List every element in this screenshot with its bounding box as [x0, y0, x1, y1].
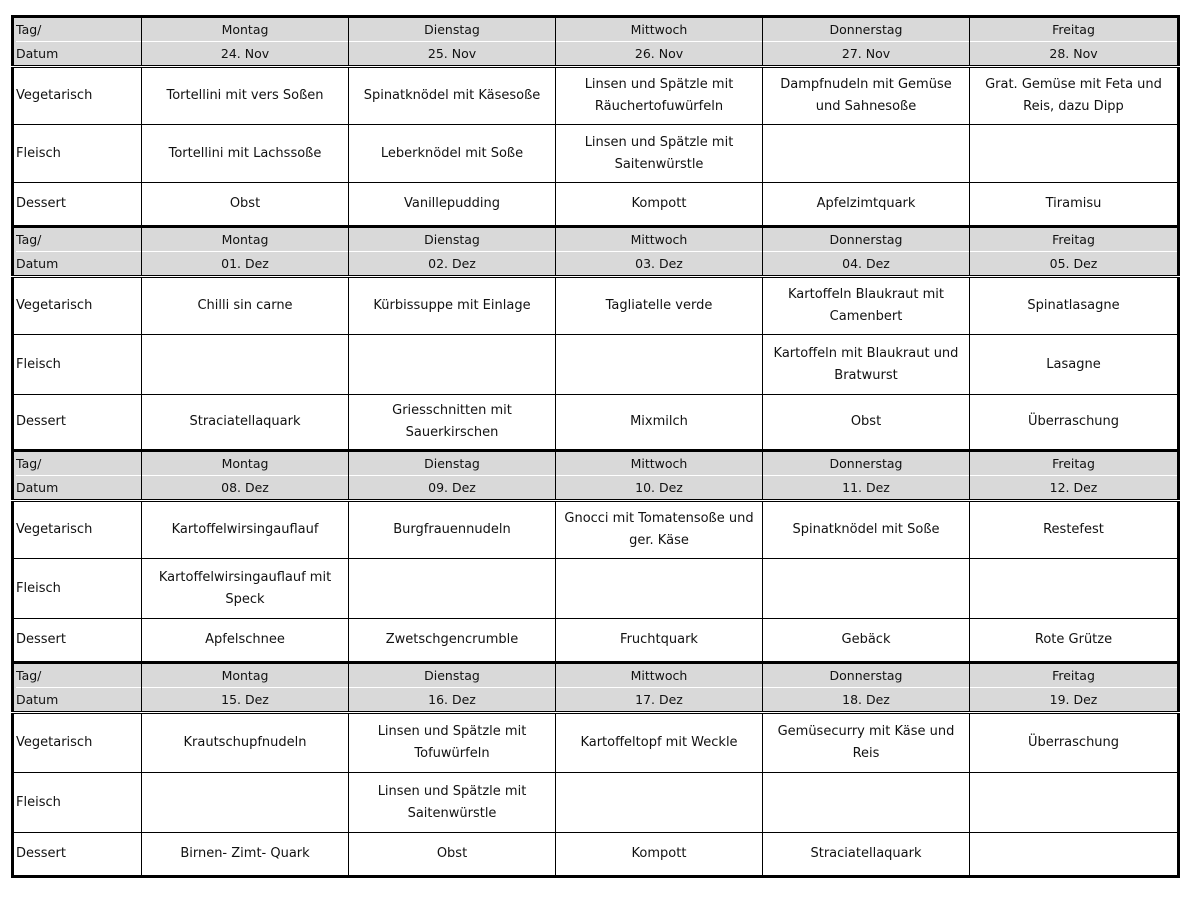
- meal-cell: Griesschnitten mit Sauerkirschen: [349, 395, 556, 451]
- row-label-meat: Fleisch: [13, 559, 142, 619]
- meal-row-veg: [13, 501, 1179, 559]
- meal-cell: [763, 773, 970, 833]
- row-label-veg: Vegetarisch: [13, 501, 142, 559]
- day-header-cell: [970, 663, 1179, 713]
- day-date-label: [13, 451, 142, 501]
- day-name: Donnerstag: [763, 452, 969, 476]
- day-name: Mittwoch: [556, 18, 762, 42]
- meal-cell: [556, 335, 763, 395]
- day-date: 09. Dez: [428, 480, 476, 495]
- meal-cell: Gemüsecurry mit Käse und Reis: [763, 713, 970, 773]
- meal-row-dessert: [13, 183, 1179, 227]
- meal-row-meat: [13, 125, 1179, 183]
- meal-cell: Birnen- Zimt- Quark: [142, 833, 349, 877]
- meal-cell: Straciatellaquark: [763, 833, 970, 877]
- meal-cell: [970, 125, 1179, 183]
- meal-cell: Vanillepudding: [349, 183, 556, 227]
- day-header-cell: [763, 227, 970, 277]
- meal-cell: Tortellini mit Lachssoße: [142, 125, 349, 183]
- meal-cell: Linsen und Spätzle mit Saitenwürstle: [349, 773, 556, 833]
- meal-cell: [763, 125, 970, 183]
- tag-label: Tag/: [16, 452, 141, 476]
- meal-row-dessert: [13, 619, 1179, 663]
- meal-cell: Spinatlasagne: [970, 277, 1179, 335]
- day-name: Mittwoch: [556, 452, 762, 476]
- row-label-dessert: Dessert: [13, 619, 142, 663]
- datum-label: Datum: [16, 256, 59, 271]
- day-date: 03. Dez: [635, 256, 683, 271]
- meal-cell: Fruchtquark: [556, 619, 763, 663]
- meal-cell: Kartoffeln Blaukraut mit Camenbert: [763, 277, 970, 335]
- row-label-veg: Vegetarisch: [13, 67, 142, 125]
- meal-cell: [763, 559, 970, 619]
- meal-cell: Restefest: [970, 501, 1179, 559]
- day-date: 17. Dez: [635, 692, 683, 707]
- meal-cell: Kompott: [556, 183, 763, 227]
- meal-cell: Kartoffeltopf mit Weckle: [556, 713, 763, 773]
- meal-plan-table: [11, 15, 1180, 878]
- meal-cell: Obst: [349, 833, 556, 877]
- meal-cell: Mixmilch: [556, 395, 763, 451]
- day-date-label: [13, 17, 142, 67]
- day-header-cell: [142, 663, 349, 713]
- day-header-cell: [142, 451, 349, 501]
- day-date: 02. Dez: [428, 256, 476, 271]
- meal-cell: Tagliatelle verde: [556, 277, 763, 335]
- day-date: 01. Dez: [221, 256, 269, 271]
- meal-cell: Linsen und Spätzle mit Saitenwürstle: [556, 125, 763, 183]
- meal-cell: Überraschung: [970, 395, 1179, 451]
- meal-row-veg: [13, 67, 1179, 125]
- day-header-row: [13, 17, 1179, 67]
- meal-cell: [142, 773, 349, 833]
- meal-cell: Apfelzimtquark: [763, 183, 970, 227]
- day-header-cell: [556, 451, 763, 501]
- meal-row-veg: [13, 277, 1179, 335]
- meal-cell: Überraschung: [970, 713, 1179, 773]
- meal-cell: [142, 335, 349, 395]
- day-name: Dienstag: [349, 18, 555, 42]
- meal-cell: Spinatknödel mit Soße: [763, 501, 970, 559]
- day-date: 24. Nov: [220, 46, 270, 61]
- day-header-cell: [763, 17, 970, 67]
- day-date: 25. Nov: [427, 46, 477, 61]
- meal-cell: Tortellini mit vers Soßen: [142, 67, 349, 125]
- meal-cell: Gnocci mit Tomatensoße und ger. Käse: [556, 501, 763, 559]
- meal-cell: Apfelschnee: [142, 619, 349, 663]
- day-header-row: [13, 451, 1179, 501]
- tag-label: Tag/: [16, 228, 141, 252]
- day-header-cell: [970, 451, 1179, 501]
- day-date: 11. Dez: [842, 480, 890, 495]
- day-date: 15. Dez: [221, 692, 269, 707]
- meal-cell: Spinatknödel mit Käsesoße: [349, 67, 556, 125]
- day-header-cell: [142, 17, 349, 67]
- day-name: Freitag: [970, 18, 1177, 42]
- meal-cell: Chilli sin carne: [142, 277, 349, 335]
- day-header-row: [13, 227, 1179, 277]
- day-name: Montag: [142, 18, 348, 42]
- day-date: 08. Dez: [221, 480, 269, 495]
- day-date-label: [13, 227, 142, 277]
- meal-cell: Obst: [763, 395, 970, 451]
- meal-cell: Straciatellaquark: [142, 395, 349, 451]
- row-label-dessert: Dessert: [13, 833, 142, 877]
- day-date: 10. Dez: [635, 480, 683, 495]
- day-name: Montag: [142, 228, 348, 252]
- meal-cell: Zwetschgencrumble: [349, 619, 556, 663]
- meal-cell: [349, 559, 556, 619]
- day-header-cell: [556, 663, 763, 713]
- row-label-veg: Vegetarisch: [13, 277, 142, 335]
- day-date: 26. Nov: [634, 46, 684, 61]
- day-date: 18. Dez: [842, 692, 890, 707]
- day-date: 27. Nov: [841, 46, 891, 61]
- day-header-cell: [349, 663, 556, 713]
- day-name: Mittwoch: [556, 228, 762, 252]
- meal-cell: Kürbissuppe mit Einlage: [349, 277, 556, 335]
- meal-row-dessert: [13, 395, 1179, 451]
- row-label-meat: Fleisch: [13, 335, 142, 395]
- datum-label: Datum: [16, 692, 59, 707]
- meal-row-meat: [13, 559, 1179, 619]
- datum-label: Datum: [16, 480, 59, 495]
- meal-cell: Lasagne: [970, 335, 1179, 395]
- meal-cell: [970, 773, 1179, 833]
- day-date: 05. Dez: [1049, 256, 1098, 271]
- row-label-veg: Vegetarisch: [13, 713, 142, 773]
- row-label-dessert: Dessert: [13, 395, 142, 451]
- day-name: Mittwoch: [556, 664, 762, 688]
- day-header-cell: [970, 227, 1179, 277]
- day-header-cell: [763, 451, 970, 501]
- day-name: Donnerstag: [763, 664, 969, 688]
- meal-cell: [970, 833, 1179, 877]
- meal-cell: Leberknödel mit Soße: [349, 125, 556, 183]
- week-block: [13, 663, 1179, 877]
- day-date: 12. Dez: [1049, 480, 1098, 495]
- day-name: Donnerstag: [763, 228, 969, 252]
- meal-row-meat: [13, 335, 1179, 395]
- week-block: [13, 17, 1179, 227]
- day-header-cell: [556, 227, 763, 277]
- meal-cell: Linsen und Spätzle mit Räuchertofuwürfeln: [556, 67, 763, 125]
- day-header-cell: [349, 227, 556, 277]
- meal-cell: Kartoffelwirsingauflauf: [142, 501, 349, 559]
- meal-row-meat: [13, 773, 1179, 833]
- day-header-cell: [763, 663, 970, 713]
- day-header-cell: [142, 227, 349, 277]
- day-name: Freitag: [970, 452, 1177, 476]
- day-date: 04. Dez: [842, 256, 890, 271]
- meal-cell: Kartoffeln mit Blaukraut und Bratwurst: [763, 335, 970, 395]
- day-name: Dienstag: [349, 228, 555, 252]
- day-name: Dienstag: [349, 664, 555, 688]
- day-name: Montag: [142, 664, 348, 688]
- day-name: Freitag: [970, 228, 1177, 252]
- tag-label: Tag/: [16, 18, 141, 42]
- meal-row-veg: [13, 713, 1179, 773]
- day-date: 28. Nov: [1049, 46, 1098, 61]
- row-label-meat: Fleisch: [13, 773, 142, 833]
- day-header-cell: [349, 451, 556, 501]
- day-header-cell: [970, 17, 1179, 67]
- week-block: [13, 451, 1179, 663]
- meal-cell: Obst: [142, 183, 349, 227]
- meal-cell: [556, 773, 763, 833]
- meal-cell: Tiramisu: [970, 183, 1179, 227]
- meal-cell: [349, 335, 556, 395]
- day-date: 19. Dez: [1049, 692, 1098, 707]
- meal-cell: Linsen und Spätzle mit Tofuwürfeln: [349, 713, 556, 773]
- day-name: Montag: [142, 452, 348, 476]
- meal-cell: Dampfnudeln mit Gemüse und Sahnesoße: [763, 67, 970, 125]
- day-header-row: [13, 663, 1179, 713]
- day-name: Donnerstag: [763, 18, 969, 42]
- row-label-dessert: Dessert: [13, 183, 142, 227]
- meal-cell: Kartoffelwirsingauflauf mit Speck: [142, 559, 349, 619]
- meal-cell: [970, 559, 1179, 619]
- day-name: Freitag: [970, 664, 1177, 688]
- row-label-meat: Fleisch: [13, 125, 142, 183]
- meal-cell: Gebäck: [763, 619, 970, 663]
- meal-cell: Krautschupfnudeln: [142, 713, 349, 773]
- day-name: Dienstag: [349, 452, 555, 476]
- meal-row-dessert: [13, 833, 1179, 877]
- day-date: 16. Dez: [428, 692, 476, 707]
- meal-cell: Kompott: [556, 833, 763, 877]
- week-block: [13, 227, 1179, 451]
- meal-cell: Burgfrauennudeln: [349, 501, 556, 559]
- meal-cell: Grat. Gemüse mit Feta und Reis, dazu Dipp: [970, 67, 1179, 125]
- day-header-cell: [556, 17, 763, 67]
- datum-label: Datum: [16, 46, 59, 61]
- day-header-cell: [349, 17, 556, 67]
- meal-cell: [556, 559, 763, 619]
- meal-cell: Rote Grütze: [970, 619, 1179, 663]
- tag-label: Tag/: [16, 664, 141, 688]
- day-date-label: [13, 663, 142, 713]
